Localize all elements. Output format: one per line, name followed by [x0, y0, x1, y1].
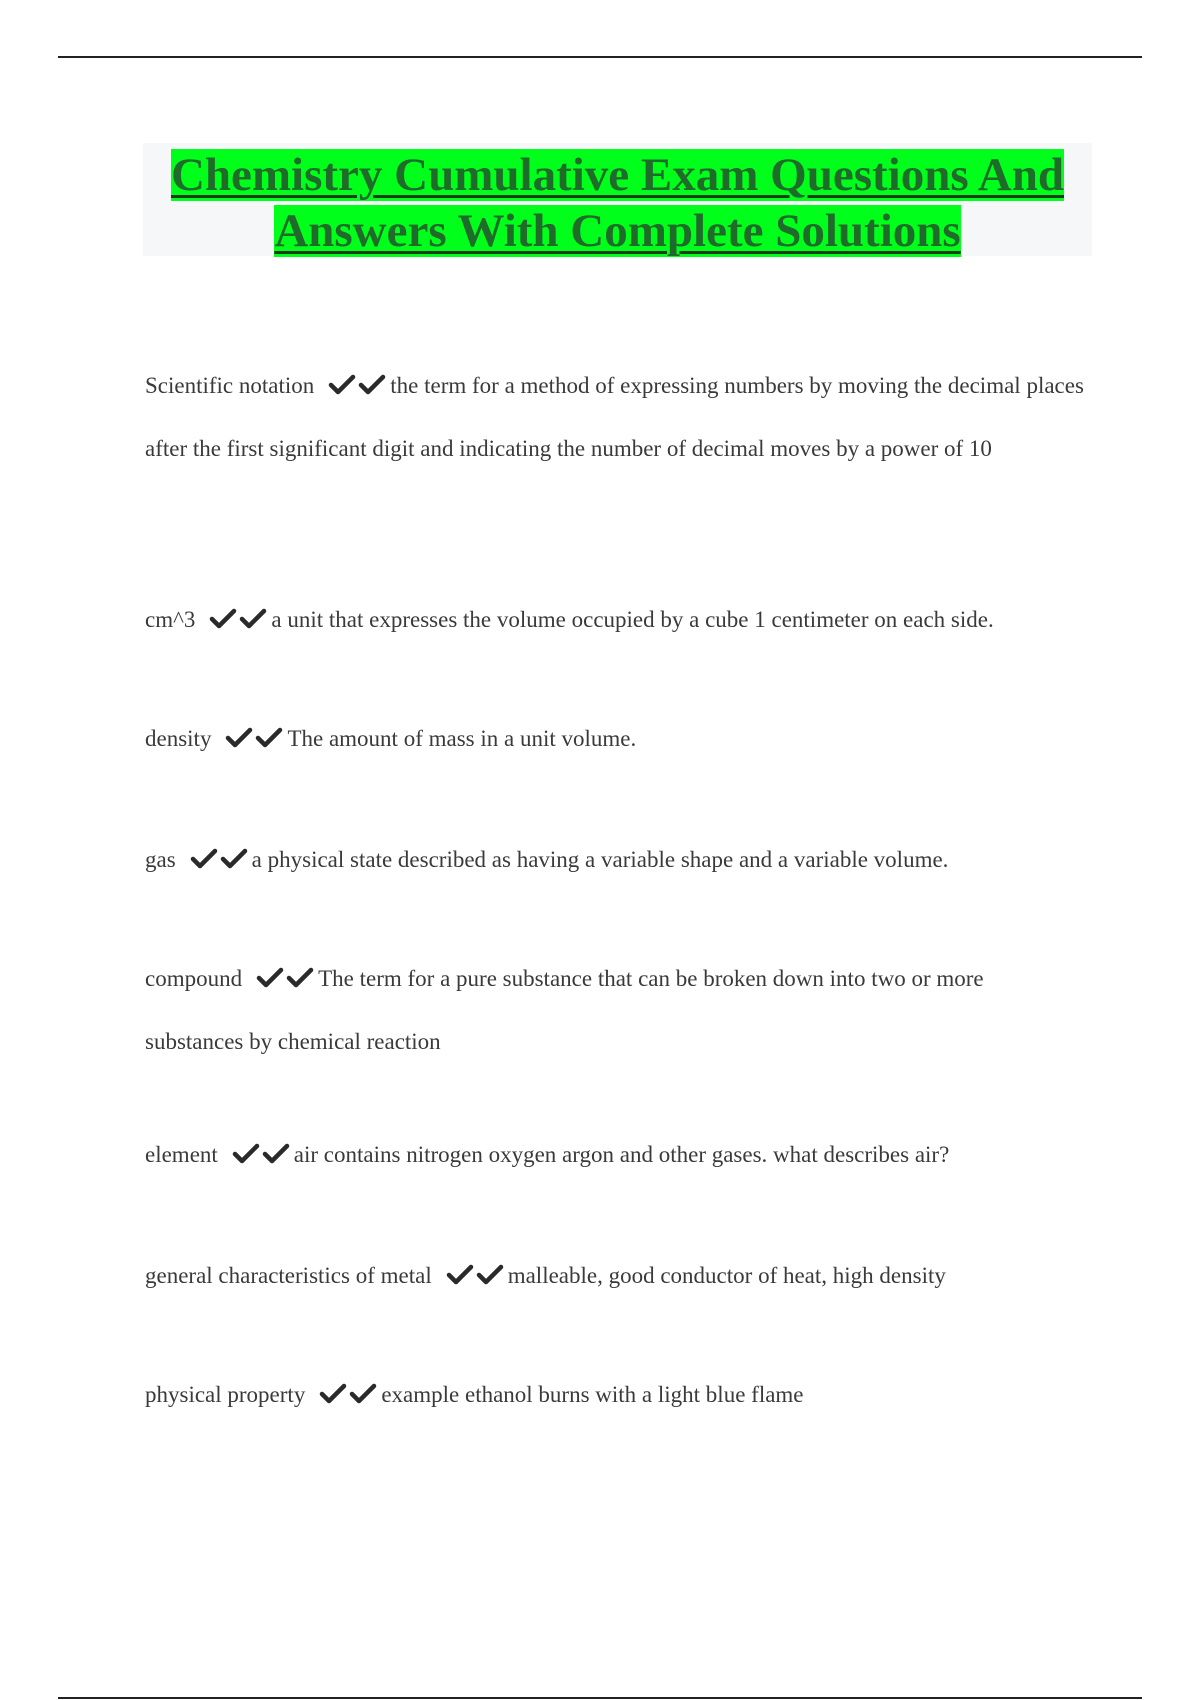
qa-item-physical-property — [145, 1365, 1085, 1428]
check-mark-icon — [255, 727, 285, 749]
qa-definition: air contains nitrogen oxygen argon and other gases. what describes air? — [293, 1142, 950, 1167]
qa-term: physical property — [145, 1382, 306, 1407]
qa-definition: a physical state described as having a variable shape and a variable volume. — [251, 847, 949, 872]
qa-item-cm3 — [145, 590, 1085, 653]
qa-term: cm^3 — [145, 607, 196, 632]
check-marks — [225, 712, 285, 772]
check-mark-icon — [239, 608, 269, 630]
check-marks — [446, 1249, 506, 1309]
check-marks — [209, 593, 269, 653]
qa-term: element — [145, 1142, 218, 1167]
qa-item-gas — [145, 830, 1085, 893]
qa-item-element — [145, 1125, 1085, 1188]
check-mark-icon — [225, 727, 255, 749]
check-mark-icon — [190, 848, 220, 870]
check-marks — [319, 1368, 379, 1428]
check-mark-icon — [262, 1143, 292, 1165]
qa-term: gas — [145, 847, 176, 872]
bottom-rule — [58, 1697, 1142, 1699]
qa-item-compound — [145, 949, 1085, 1072]
check-marks — [190, 833, 250, 893]
check-mark-icon — [349, 1383, 379, 1405]
page-title-text: Chemistry Cumulative Exam Questions And Answers With Complete Solutions — [170, 149, 1065, 257]
check-mark-icon — [220, 848, 250, 870]
qa-item-density — [145, 709, 1085, 772]
check-mark-icon — [476, 1264, 506, 1286]
check-mark-icon — [328, 374, 358, 396]
check-mark-icon — [358, 374, 388, 396]
qa-term: general characteristics of metal — [145, 1263, 432, 1288]
qa-definition: The term for a pure substance that can be broken down into two or more substances by chemical reaction — [145, 966, 984, 1054]
qa-definition: malleable, good conductor of heat, high density — [507, 1263, 946, 1288]
qa-item-general-characteristics-of-metal — [145, 1246, 1085, 1309]
check-marks — [256, 952, 316, 1012]
qa-definition: example ethanol burns with a light blue flame — [381, 1382, 804, 1407]
check-mark-icon — [232, 1143, 262, 1165]
qa-term: Scientific notation — [145, 373, 315, 398]
check-mark-icon — [286, 967, 316, 989]
qa-definition: a unit that expresses the volume occupied by a cube 1 centimeter on each side. — [271, 607, 994, 632]
check-marks — [328, 359, 388, 419]
qa-definition: The amount of mass in a unit volume. — [287, 726, 637, 751]
check-marks — [232, 1128, 292, 1188]
qa-term: density — [145, 726, 212, 751]
check-mark-icon — [446, 1264, 476, 1286]
qa-item-scientific-notation — [145, 356, 1085, 479]
page-title — [143, 143, 1092, 259]
check-mark-icon — [319, 1383, 349, 1405]
check-mark-icon — [256, 967, 286, 989]
check-mark-icon — [209, 608, 239, 630]
qa-term: compound — [145, 966, 243, 991]
qa-definition: the term for a method of expressing numbers by moving the decimal places after the first significant digit and indicating the number of decimal moves by a power of 10 — [145, 373, 1084, 461]
top-rule — [58, 56, 1142, 58]
title-box — [143, 143, 1092, 256]
